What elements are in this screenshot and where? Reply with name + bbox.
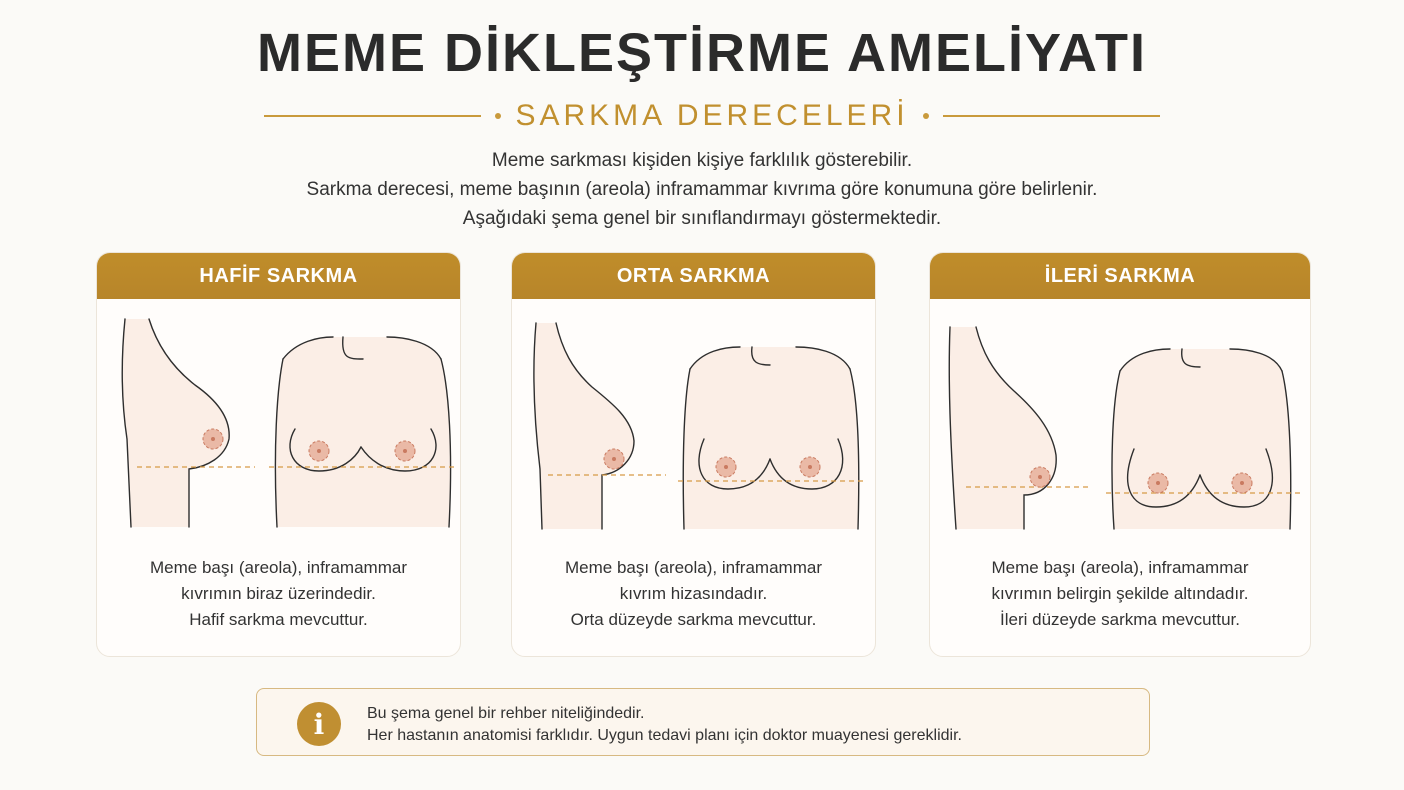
intro-line: Aşağıdaki şema genel bir sınıflandırmayı göstermektedir.	[462, 208, 942, 229]
card-description-line: kıvrım hizasındadır.	[619, 584, 768, 603]
page-title: MEME DİKLEŞTİRME AMELİYATI	[256, 23, 1148, 83]
card-description-line: Orta düzeyde sarkma mevcuttur.	[570, 610, 817, 629]
subtitle-row	[264, 96, 1160, 136]
subtitle: SARKMA DERECELERİ	[515, 99, 909, 132]
card-ileri-sarkma	[929, 252, 1311, 657]
illustration-ileri	[930, 299, 1311, 539]
card-description	[512, 555, 875, 633]
subtitle-divider-right	[943, 115, 1160, 117]
card-header: İLERİ SARKMA	[930, 253, 1310, 299]
info-note-text	[367, 703, 962, 747]
intro-line: Meme sarkması kişiden kişiye farklılık gösterebilir.	[491, 150, 913, 171]
subtitle-dot-left	[495, 113, 501, 119]
card-description	[930, 555, 1310, 633]
card-description-line: Hafif sarkma mevcuttur.	[189, 610, 368, 629]
card-description-line: İleri düzeyde sarkma mevcuttur.	[1000, 610, 1240, 629]
intro-text	[0, 146, 1404, 233]
card-header: HAFİF SARKMA	[97, 253, 460, 299]
card-description-line: kıvrımın biraz üzerindedir.	[181, 584, 376, 603]
card-description-line: kıvrımın belirgin şekilde altındadır.	[991, 584, 1249, 603]
info-icon: i	[297, 702, 341, 746]
intro-line: Sarkma derecesi, meme başının (areola) inframammar kıvrıma göre konumuna göre belirlenir.	[306, 179, 1098, 200]
info-note-line: Bu şema genel bir rehber niteliğindedir.	[367, 705, 645, 722]
card-orta-sarkma	[511, 252, 876, 657]
info-note	[256, 688, 1150, 756]
card-description-line: Meme başı (areola), inframammar	[150, 558, 407, 577]
card-hafif-sarkma	[96, 252, 461, 657]
card-description-line: Meme başı (areola), inframammar	[991, 558, 1249, 577]
card-description-line: Meme başı (areola), inframammar	[565, 558, 822, 577]
info-note-line: Her hastanın anatomisi farklıdır. Uygun tedavi planı için doktor muayenesi gereklidir.	[367, 727, 962, 744]
illustration-hafif	[97, 299, 461, 539]
subtitle-dot-right	[923, 113, 929, 119]
card-description	[97, 555, 460, 633]
subtitle-divider-left	[264, 115, 481, 117]
card-header: ORTA SARKMA	[512, 253, 875, 299]
illustration-orta	[512, 299, 876, 539]
